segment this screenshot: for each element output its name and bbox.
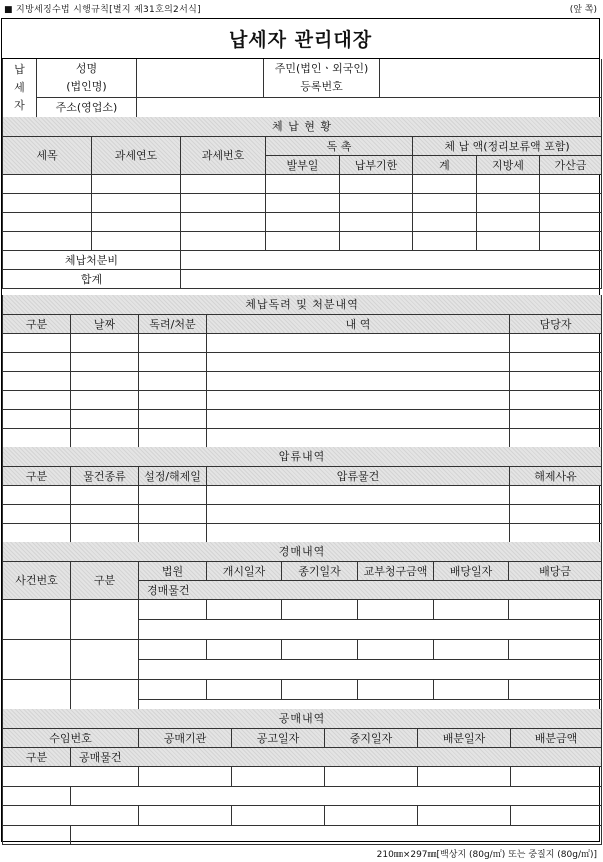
start-date-header: 개시일자	[207, 561, 282, 580]
entry-cell[interactable]	[3, 786, 71, 805]
entry-cell[interactable]	[266, 231, 340, 250]
entry-cell[interactable]	[207, 333, 510, 352]
entry-cell[interactable]	[418, 805, 511, 825]
table-row	[3, 786, 602, 805]
entry-cell[interactable]	[139, 352, 207, 371]
entry-cell[interactable]	[3, 231, 92, 250]
case-number-header: 사건번호	[3, 561, 71, 599]
due-date-header: 납부기한	[340, 155, 413, 174]
entry-cell[interactable]	[3, 390, 71, 409]
tax-number-header: 과세번호	[181, 136, 266, 174]
entry-cell[interactable]	[477, 212, 540, 231]
entry-cell[interactable]	[510, 504, 602, 523]
entry-cell[interactable]	[139, 390, 207, 409]
seizure-kind-header: 물건종류	[71, 466, 139, 485]
entry-cell[interactable]	[139, 639, 207, 659]
entry-cell[interactable]	[71, 599, 139, 639]
seizure-section-title: 압류내역	[3, 447, 602, 466]
entry-cell[interactable]	[540, 174, 602, 193]
entry-cell[interactable]	[510, 390, 602, 409]
entry-cell[interactable]	[92, 231, 181, 250]
sum-field[interactable]	[181, 269, 602, 288]
entry-cell[interactable]	[139, 371, 207, 390]
entry-cell[interactable]	[266, 193, 340, 212]
seizure-set-date-header: 설정/해제일	[139, 466, 207, 485]
entry-cell[interactable]	[71, 390, 139, 409]
table-row	[3, 371, 602, 390]
entry-cell[interactable]	[71, 786, 602, 805]
table-row	[3, 333, 602, 352]
entry-cell[interactable]	[139, 679, 207, 699]
entry-cell[interactable]	[139, 523, 207, 542]
entry-cell[interactable]	[139, 504, 207, 523]
entry-cell[interactable]	[3, 805, 139, 825]
entry-cell[interactable]	[139, 333, 207, 352]
sum-label: 합계	[3, 269, 181, 288]
disposition-fee-field[interactable]	[181, 250, 602, 269]
claim-amount-header: 교부청구금액	[358, 561, 434, 580]
end-date-header: 종기일자	[282, 561, 358, 580]
entry-cell[interactable]	[3, 193, 92, 212]
entry-cell[interactable]	[3, 409, 71, 428]
public-sale-goods-header: 공매물건	[71, 747, 602, 766]
entry-cell[interactable]	[71, 485, 139, 504]
notice-header: 독 촉	[266, 136, 413, 155]
entry-cell[interactable]	[3, 639, 71, 679]
entry-cell[interactable]	[434, 639, 509, 659]
entry-cell[interactable]	[510, 352, 602, 371]
entry-cell[interactable]	[207, 352, 510, 371]
table-row	[3, 352, 602, 371]
dividend-header: 배당금	[509, 561, 602, 580]
entry-cell[interactable]	[510, 333, 602, 352]
public-sale-table	[2, 709, 602, 845]
entry-cell[interactable]	[510, 523, 602, 542]
entry-cell[interactable]	[434, 679, 509, 699]
entry-cell[interactable]	[181, 231, 266, 250]
disposition-fee-label: 체납처분비	[3, 250, 181, 269]
seizure-item-header: 압류물건	[207, 466, 510, 485]
entry-cell[interactable]	[92, 193, 181, 212]
sale-agency-header: 공매기관	[139, 728, 232, 747]
entry-cell[interactable]	[92, 212, 181, 231]
entry-cell[interactable]	[509, 679, 602, 699]
table-row	[3, 766, 602, 786]
table-row	[3, 174, 602, 193]
entry-cell[interactable]	[413, 212, 477, 231]
entry-cell[interactable]	[477, 231, 540, 250]
entry-cell[interactable]	[71, 428, 139, 447]
stop-date-header: 중지일자	[325, 728, 418, 747]
table-row	[3, 805, 602, 825]
table-row	[3, 390, 602, 409]
entry-cell[interactable]	[282, 599, 358, 619]
entry-cell[interactable]	[509, 639, 602, 659]
entry-cell[interactable]	[510, 371, 602, 390]
entry-cell[interactable]	[207, 371, 510, 390]
entry-cell[interactable]	[325, 805, 418, 825]
page-title: 납세자 관리대장	[2, 19, 599, 59]
distribution-date-header: 배분일자	[418, 728, 511, 747]
total-header: 계	[413, 155, 477, 174]
arrears-table	[2, 117, 602, 289]
entry-cell[interactable]	[139, 409, 207, 428]
entry-cell[interactable]	[207, 409, 510, 428]
table-row	[3, 193, 602, 212]
entry-cell[interactable]	[3, 599, 71, 639]
table-row	[3, 212, 602, 231]
entry-cell[interactable]	[510, 485, 602, 504]
auction-section-title: 경매내역	[3, 542, 602, 561]
registration-number-field[interactable]	[380, 59, 602, 97]
entry-cell[interactable]	[207, 504, 510, 523]
court-header: 법원	[139, 561, 207, 580]
receipt-number-header: 수임번호	[3, 728, 139, 747]
entry-cell[interactable]	[3, 523, 71, 542]
taxpayer-info-table	[2, 59, 602, 118]
entry-cell[interactable]	[71, 639, 139, 679]
entry-cell[interactable]	[477, 174, 540, 193]
entry-cell[interactable]	[510, 428, 602, 447]
entry-cell[interactable]	[207, 599, 282, 619]
seizure-release-header: 해제사유	[510, 466, 602, 485]
entry-cell[interactable]	[282, 639, 358, 659]
entry-cell[interactable]	[358, 639, 434, 659]
entry-cell[interactable]	[325, 766, 418, 786]
entry-cell[interactable]	[71, 409, 139, 428]
table-row	[3, 639, 602, 659]
entry-cell[interactable]	[207, 639, 282, 659]
entry-cell[interactable]	[3, 825, 71, 844]
entry-cell[interactable]	[413, 193, 477, 212]
entry-cell[interactable]	[181, 212, 266, 231]
entry-cell[interactable]	[418, 766, 511, 786]
table-row	[3, 428, 602, 447]
local-tax-header: 지방세	[477, 155, 540, 174]
table-row	[3, 523, 602, 542]
entry-cell[interactable]	[207, 428, 510, 447]
tax-year-header: 과세연도	[92, 136, 181, 174]
entry-cell[interactable]	[358, 599, 434, 619]
entry-cell[interactable]	[139, 619, 602, 639]
entry-cell[interactable]	[540, 193, 602, 212]
seizure-type-header: 구분	[3, 466, 71, 485]
table-row	[3, 599, 602, 619]
entry-cell[interactable]	[477, 193, 540, 212]
entry-cell[interactable]	[3, 371, 71, 390]
entry-cell[interactable]	[3, 428, 71, 447]
entry-cell[interactable]	[139, 428, 207, 447]
entry-cell[interactable]	[511, 766, 602, 786]
entry-cell[interactable]	[3, 352, 71, 371]
entry-cell[interactable]	[509, 599, 602, 619]
table-row	[3, 409, 602, 428]
surcharge-header: 가산금	[540, 155, 602, 174]
entry-cell[interactable]	[3, 504, 71, 523]
entry-cell[interactable]	[3, 333, 71, 352]
notice-date-header: 공고일자	[232, 728, 325, 747]
entry-cell[interactable]	[340, 193, 413, 212]
address-label: 주소(영업소)	[37, 97, 137, 117]
entry-cell[interactable]	[71, 523, 139, 542]
registration-number-label: 주민(법인ㆍ외국인) 등록번호	[264, 59, 380, 97]
entry-cell[interactable]	[340, 212, 413, 231]
entry-cell[interactable]	[139, 659, 602, 679]
distribution-amount-header: 배분금액	[511, 728, 602, 747]
paper-spec: 210㎜×297㎜[백상지 (80g/㎡) 또는 중질지 (80g/㎡)]	[376, 850, 597, 860]
entry-cell[interactable]	[181, 174, 266, 193]
entry-cell[interactable]	[3, 485, 71, 504]
issue-date-header: 발부일	[266, 155, 340, 174]
seizure-table	[2, 447, 602, 543]
table-row	[3, 231, 602, 250]
dividend-date-header: 배당일자	[434, 561, 509, 580]
entry-cell[interactable]	[139, 766, 232, 786]
entry-cell[interactable]	[358, 679, 434, 699]
entry-cell[interactable]	[232, 805, 325, 825]
entry-cell[interactable]	[340, 231, 413, 250]
entry-cell[interactable]	[139, 599, 207, 619]
urging-table	[2, 295, 602, 448]
entry-cell[interactable]	[413, 174, 477, 193]
taxpayer-side-label: 납 세 자	[3, 59, 37, 117]
urging-date-header: 날짜	[71, 314, 139, 333]
table-row	[3, 504, 602, 523]
entry-cell[interactable]	[540, 231, 602, 250]
entry-cell[interactable]	[340, 174, 413, 193]
page-side-label: (앞 쪽)	[569, 5, 597, 15]
entry-cell[interactable]	[3, 212, 92, 231]
name-field[interactable]	[137, 59, 264, 97]
urging-type-header: 구분	[3, 314, 71, 333]
arrears-amount-header: 체 납 액(정리보류액 포함)	[413, 136, 602, 155]
urging-action-header: 독려/처분	[139, 314, 207, 333]
arrears-section-title: 체 납 현 황	[3, 117, 602, 136]
entry-cell[interactable]	[181, 193, 266, 212]
entry-cell[interactable]	[139, 805, 232, 825]
urging-section-title: 체납독려 및 처분내역	[3, 295, 602, 314]
entry-cell[interactable]	[3, 174, 92, 193]
entry-cell[interactable]	[540, 212, 602, 231]
entry-cell[interactable]	[207, 390, 510, 409]
tax-item-header: 세목	[3, 136, 92, 174]
urging-officer-header: 담당자	[510, 314, 602, 333]
entry-cell[interactable]	[71, 371, 139, 390]
urging-detail-header: 내 역	[207, 314, 510, 333]
auction-type-header: 구분	[71, 561, 139, 599]
entry-cell[interactable]	[139, 485, 207, 504]
table-row	[3, 825, 602, 844]
entry-cell[interactable]	[266, 174, 340, 193]
entry-cell[interactable]	[511, 805, 602, 825]
table-row	[3, 485, 602, 504]
form-reference: ■ 지방세징수법 시행규칙[별지 제31호의2서식]	[4, 5, 201, 15]
public-sale-type-header: 구분	[3, 747, 71, 766]
entry-cell[interactable]	[266, 212, 340, 231]
table-row	[3, 679, 602, 699]
entry-cell[interactable]	[510, 409, 602, 428]
entry-cell[interactable]	[207, 523, 510, 542]
entry-cell[interactable]	[92, 174, 181, 193]
entry-cell[interactable]	[3, 766, 139, 786]
auction-table	[2, 542, 602, 720]
entry-cell[interactable]	[71, 333, 139, 352]
entry-cell[interactable]	[413, 231, 477, 250]
taxpayer-register-form	[1, 18, 600, 842]
entry-cell[interactable]	[71, 504, 139, 523]
entry-cell[interactable]	[71, 825, 602, 844]
auction-goods-header: 경매물건	[139, 580, 602, 599]
entry-cell[interactable]	[434, 599, 509, 619]
public-sale-section-title: 공매내역	[3, 709, 602, 728]
entry-cell[interactable]	[207, 679, 282, 699]
entry-cell[interactable]	[71, 352, 139, 371]
entry-cell[interactable]	[232, 766, 325, 786]
name-label: 성명 (법인명)	[37, 59, 137, 97]
entry-cell[interactable]	[207, 485, 510, 504]
entry-cell[interactable]	[282, 679, 358, 699]
address-field[interactable]	[137, 97, 602, 117]
